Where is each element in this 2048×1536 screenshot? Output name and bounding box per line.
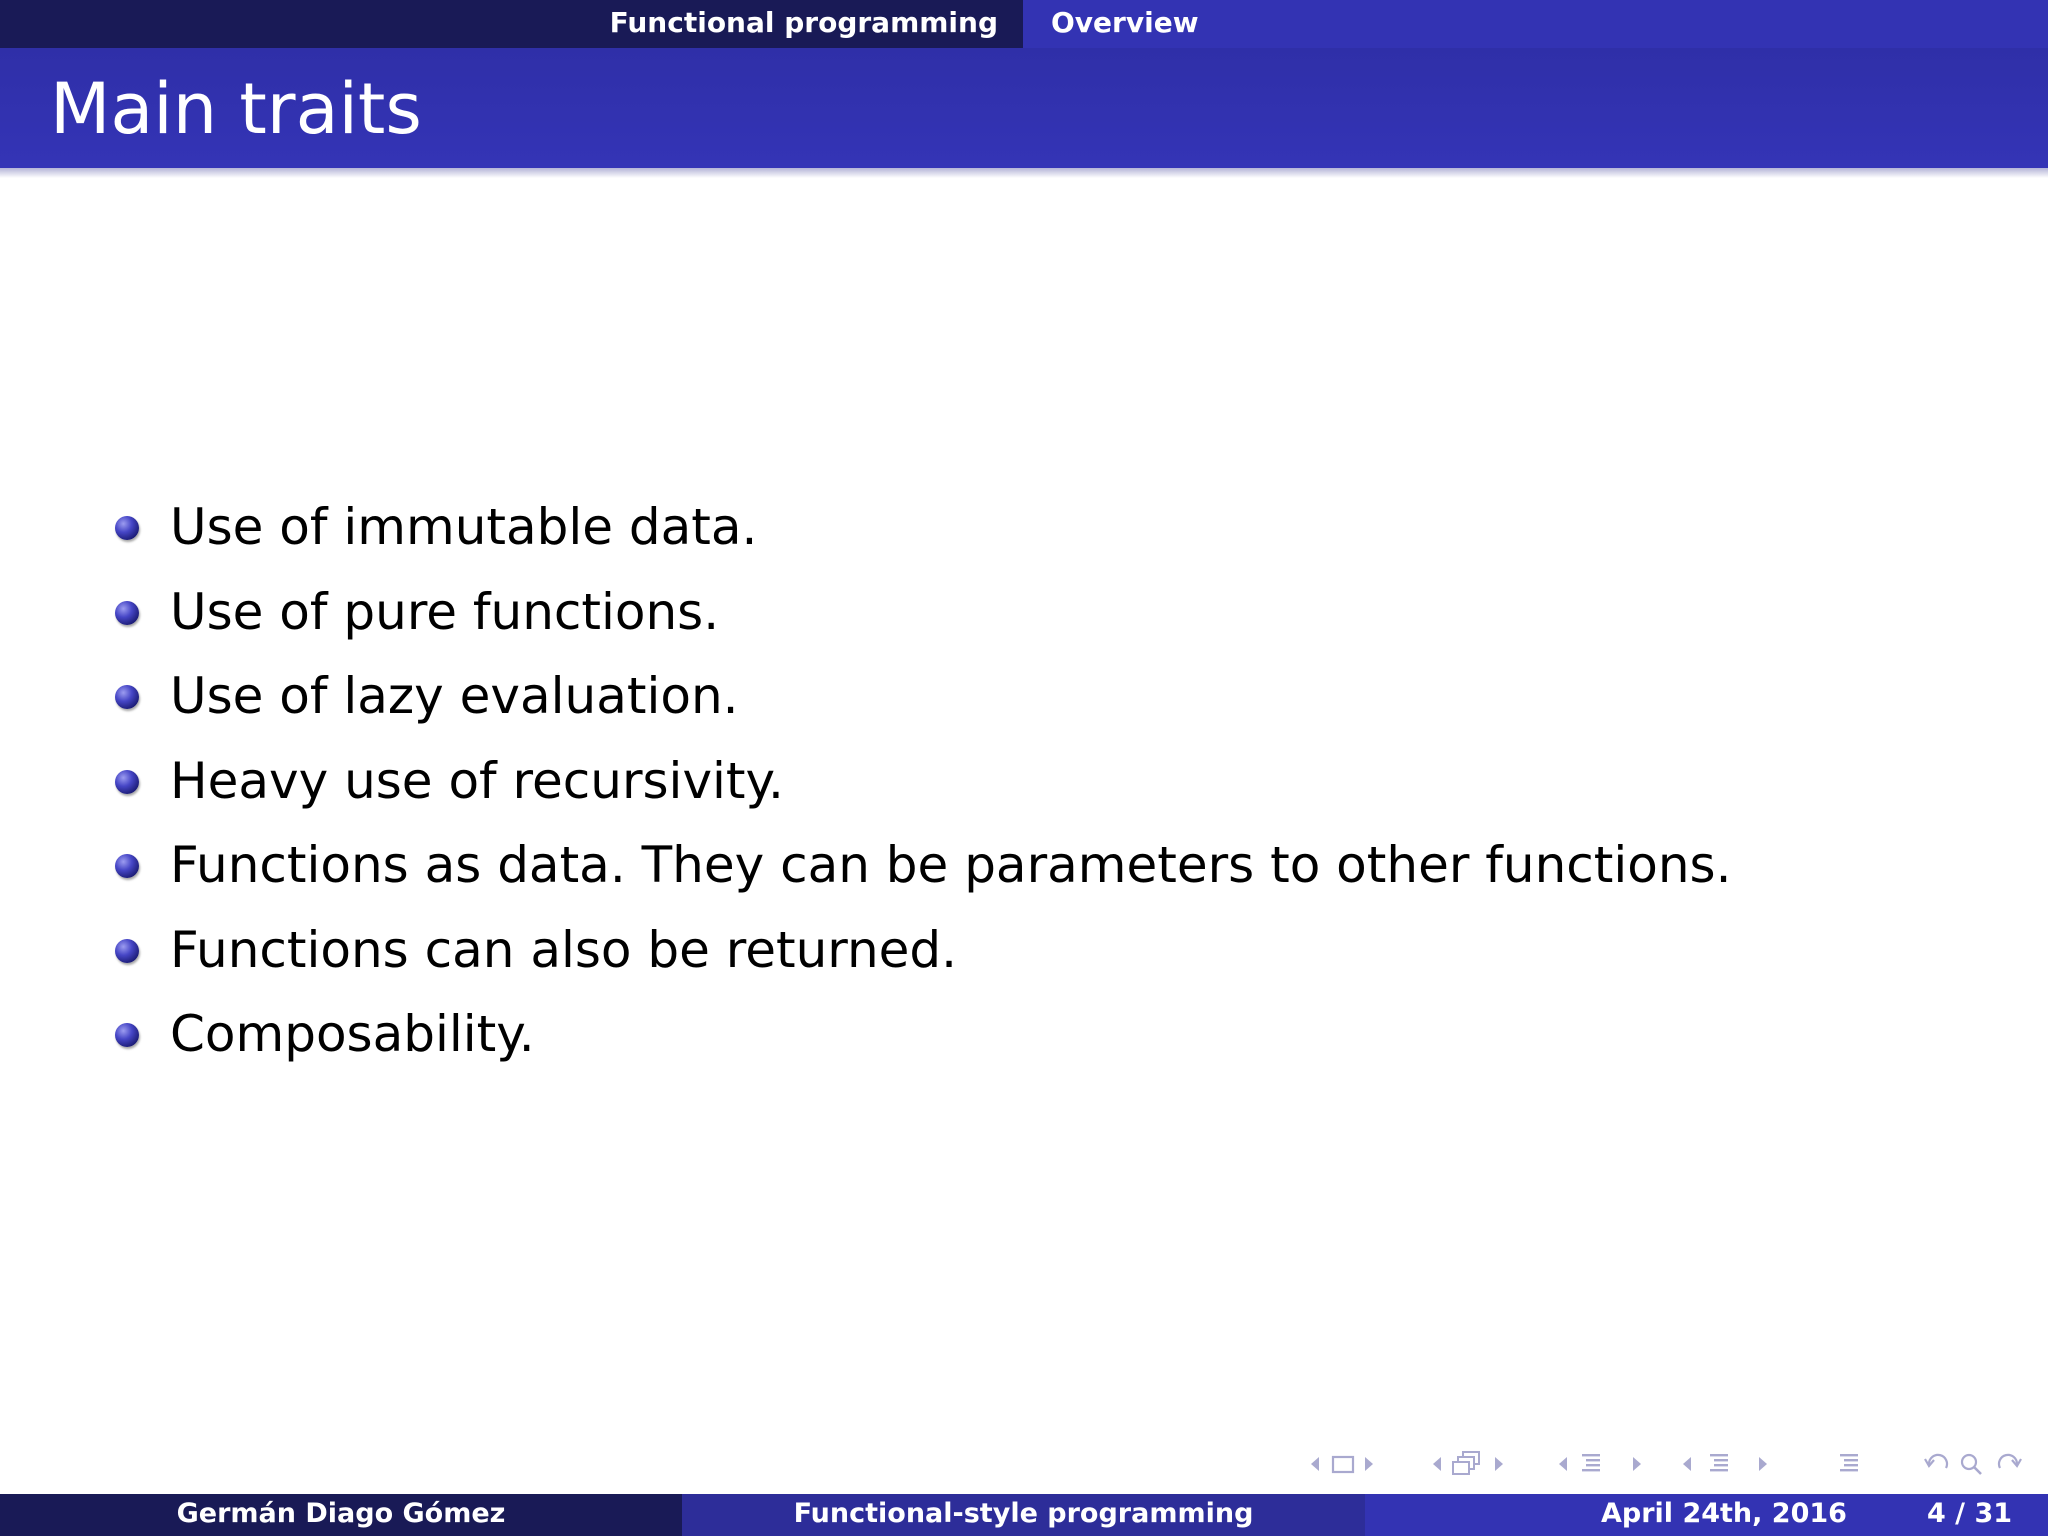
bullet-item [0, 654, 2048, 739]
footer-date-cell [1365, 1494, 2048, 1536]
bullet-text: Composability. [170, 1005, 535, 1063]
title-shadow [0, 168, 2048, 178]
section-prev-icon[interactable] [1556, 1444, 1570, 1484]
bullet-text: Use of immutable data. [170, 498, 758, 556]
bullet-item [0, 485, 2048, 570]
subsection-prev-icon[interactable] [1430, 1444, 1444, 1484]
bullet-text: Heavy use of recursivity. [170, 751, 784, 810]
bullet-icon [115, 1023, 139, 1047]
frame-icon[interactable] [1330, 1444, 1356, 1484]
footer-author: Germán Diago Gómez [0, 1494, 682, 1536]
bullet-icon [115, 685, 139, 709]
bullet-text: Functions as data. They can be parameters to other functions. [170, 836, 1732, 894]
subsection-next-icon[interactable] [1492, 1444, 1506, 1484]
subsection-link[interactable]: Overview [1023, 0, 2048, 48]
search-icon[interactable] [1958, 1444, 1986, 1484]
bullet-item [0, 992, 2048, 1077]
section-icon[interactable] [1578, 1444, 1606, 1484]
bullet-icon [115, 854, 139, 878]
forward-icon[interactable] [1994, 1444, 2024, 1484]
footer-date: April 24th, 2016 [1601, 1498, 1847, 1529]
subsection-icon[interactable] [1450, 1444, 1484, 1484]
section-next-icon[interactable] [1630, 1444, 1644, 1484]
document-prev-icon[interactable] [1680, 1444, 1694, 1484]
back-icon[interactable] [1922, 1444, 1952, 1484]
bullet-icon [115, 601, 139, 625]
bullet-text: Functions can also be returned. [170, 920, 958, 979]
bullet-item [0, 823, 2048, 908]
page-number: 4 / 31 [1927, 1498, 2013, 1529]
navigation-symbols [1300, 1444, 2040, 1484]
footer-title: Functional-style programming [682, 1494, 1365, 1536]
frame-next-icon[interactable] [1362, 1444, 1376, 1484]
bullet-text: Use of pure functions. [170, 582, 720, 641]
headline [0, 0, 2048, 48]
bullet-item [0, 570, 2048, 655]
bullet-icon [115, 516, 139, 540]
bullet-list [0, 485, 2048, 1077]
bullet-icon [115, 939, 139, 963]
bullet-item [0, 739, 2048, 824]
footline [0, 1494, 2048, 1536]
frame-title: Main traits [50, 68, 422, 150]
bullet-item [0, 908, 2048, 993]
bullet-text: Use of lazy evaluation. [170, 667, 739, 725]
section-link[interactable]: Functional programming [609, 6, 998, 39]
document-icon[interactable] [1706, 1444, 1734, 1484]
bullet-icon [115, 770, 139, 794]
document-next-icon[interactable] [1756, 1444, 1770, 1484]
appendix-icon[interactable] [1836, 1444, 1864, 1484]
frame-prev-icon[interactable] [1308, 1444, 1322, 1484]
